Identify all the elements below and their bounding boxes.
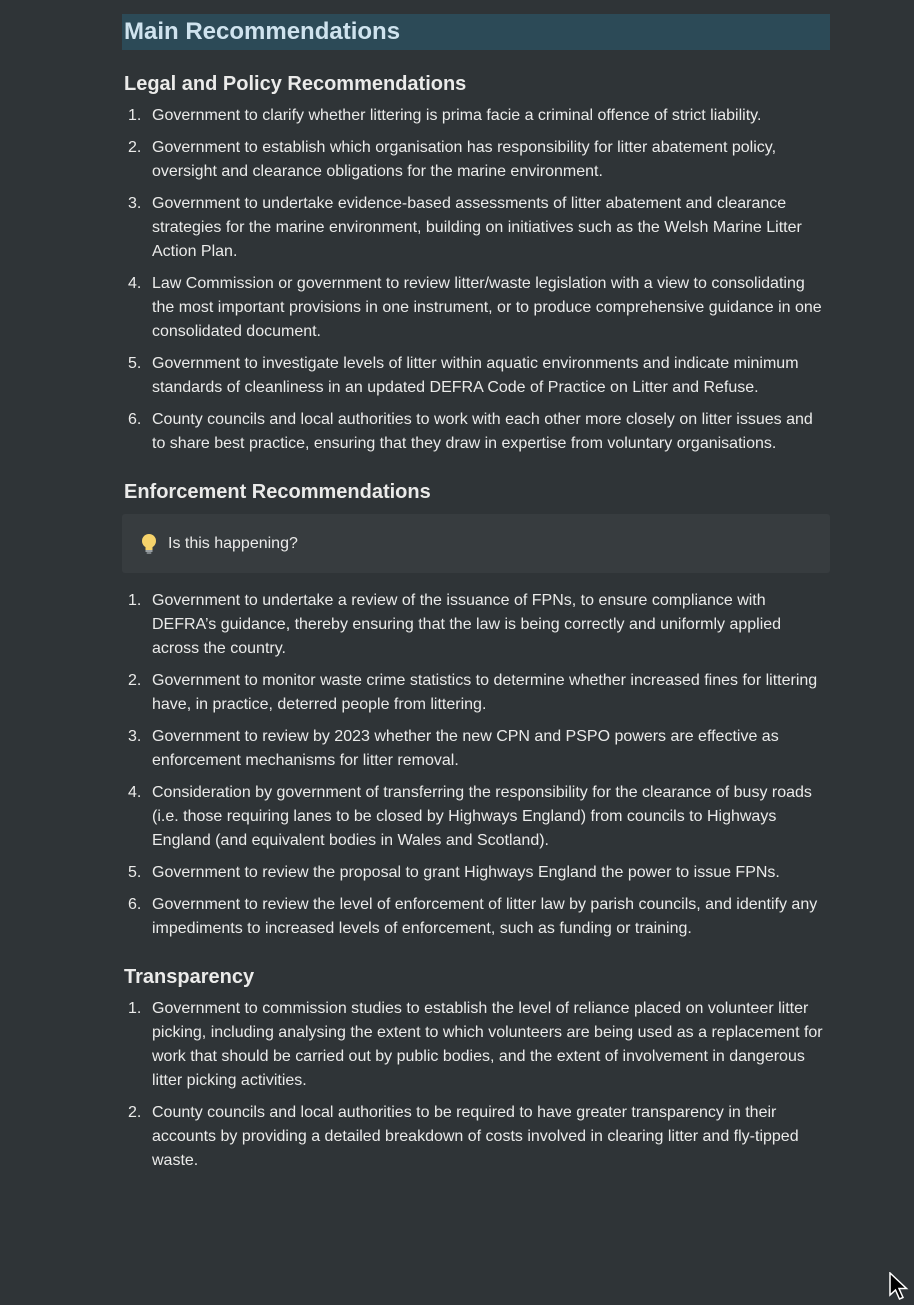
list-item[interactable]: 6. Government to review the level of enforcement of litter law by parish councils, and identify any impediments to increased levels of enforcement, such as funding or training. [128,896,818,937]
list-item[interactable]: 5. Government to investigate levels of litter within aquatic environments and indicate minimum standards of cleanliness in an updated DEFRA Code of Practice on Litter and Refuse. [128,355,799,396]
list-item[interactable]: 1. Government to clarify whether littering is prima facie a criminal offence of strict liability. [128,107,762,124]
page-title[interactable]: Main Recommendations [122,14,830,50]
list-item[interactable]: 5. Government to review the proposal to grant Highways England the power to issue FPNs. [128,864,780,881]
section-enforcement [122,478,830,941]
section-legal [122,70,830,456]
list-item[interactable]: 3. Government to review by 2023 whether the new CPN and PSPO powers are effective as enforcement mechanisms for litter removal. [128,728,779,769]
section-transparency [122,963,830,1173]
list-item[interactable]: 2. County councils and local authorities to be required to have greater transparency in their accounts by providing a detailed breakdown of costs involved in clearing litter and fly-tipped waste. [128,1104,799,1169]
callout[interactable] [122,514,830,573]
list-item[interactable]: 4. Consideration by government of transferring the responsibility for the clearance of busy roads (i.e. those requiring lanes to be closed by Highways England) from councils to Highways England (and equivalent bodies in Wales and Scotland). [128,784,812,849]
list-legal [122,104,830,456]
list-item[interactable]: 2. Government to establish which organisation has responsibility for litter abatement policy, oversight and clearance obligations for the marine environment. [128,139,777,180]
list-item[interactable]: 1. Government to undertake a review of the issuance of FPNs, to ensure compliance with DEFRA’s guidance, thereby ensuring that the law is being correctly and uniformly applied across the country. [128,592,782,657]
mouse-cursor-icon [888,1272,914,1300]
list-item[interactable]: 2. Government to monitor waste crime statistics to determine whether increased fines for littering have, in practice, deterred people from littering. [128,672,818,713]
list-item[interactable]: 1. Government to commission studies to establish the level of reliance placed on volunteer litter picking, including analysing the extent to which volunteers are being used as a replacement for work that should be carried out by public bodies, and the extent of involvement in dangerous litter picking activities. [128,1000,823,1089]
lightbulb-icon [140,533,158,555]
section-heading-enforcement[interactable]: Enforcement Recommendations [124,481,431,503]
callout-text: Is this happening? [168,534,298,552]
page-content [122,14,830,1173]
list-item[interactable]: 4. Law Commission or government to review litter/waste legislation with a view to consolidating the most important provisions in one instrument, or to produce comprehensive guidance in one consolidated document. [128,275,822,340]
list-enforcement [122,589,830,941]
section-heading-legal[interactable]: Legal and Policy Recommendations [124,73,467,95]
list-transparency [122,997,830,1173]
list-item[interactable]: 6. County councils and local authorities to work with each other more closely on litter issues and to share best practice, ensuring that they draw in expertise from voluntary organisations. [128,411,813,452]
list-item[interactable]: 3. Government to undertake evidence-based assessments of litter abatement and clearance strategies for the marine environment, building on initiatives such as the Welsh Marine Litter Action Plan. [128,195,802,260]
section-heading-transparency[interactable]: Transparency [124,966,255,988]
